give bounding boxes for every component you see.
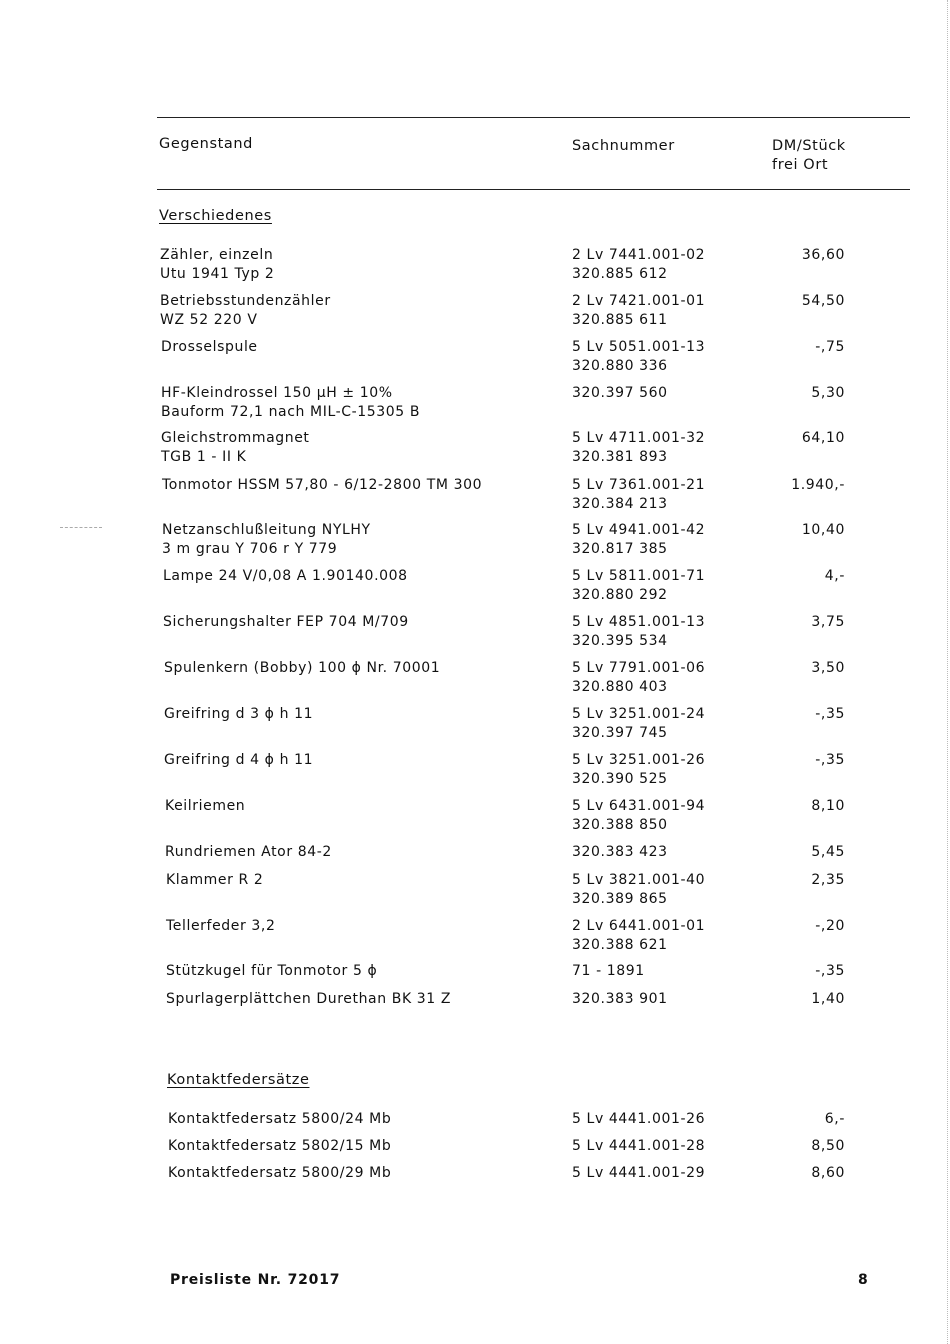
- part-number: [572, 751, 705, 788]
- item-line: Greifring d 3 ϕ h 11: [164, 706, 314, 722]
- item-description: [164, 659, 440, 678]
- header-col-price: [772, 137, 846, 175]
- header-col-number: Sachnummer: [572, 138, 675, 154]
- part-number-line: 5 Lv 3251.001-24: [572, 706, 706, 722]
- part-number-line: 320.389 865: [572, 890, 668, 907]
- part-number-line: 320.381 893: [572, 448, 668, 465]
- item-line: Spurlagerplättchen Durethan BK 31 Z: [166, 991, 452, 1007]
- item-description: [168, 1137, 391, 1156]
- part-number-line: 320.395 534: [572, 632, 668, 649]
- part-number-line: 5 Lv 5051.001-13: [572, 339, 706, 355]
- item-line: Rundriemen Ator 84-2: [165, 844, 332, 860]
- item-description: [163, 567, 408, 586]
- page-number: 8: [858, 1272, 869, 1288]
- part-number-line: 5 Lv 3821.001-40: [572, 872, 706, 888]
- part-number-line: 320.383 901: [572, 991, 668, 1007]
- item-description: [160, 292, 331, 329]
- item-line: HF-Kleindrossel 150 µH ± 10%: [161, 385, 393, 401]
- part-number-line: 2 Lv 6441.001-01: [572, 918, 706, 934]
- part-number: [572, 521, 705, 558]
- item-description: [164, 751, 313, 770]
- part-number-line: 5 Lv 4441.001-28: [572, 1138, 706, 1154]
- part-number: [572, 292, 705, 329]
- item-description: [166, 917, 275, 936]
- section-title-kontaktfedersaetze: Kontaktfedersätze: [167, 1072, 310, 1088]
- part-number: [572, 476, 705, 513]
- part-number: [572, 429, 705, 466]
- item-description: [166, 962, 377, 981]
- item-line: Gleichstrommagnet: [161, 430, 310, 446]
- part-number-line: 320.880 292: [572, 586, 668, 603]
- item-line: Lampe 24 V/0,08 A 1.90140.008: [163, 568, 408, 584]
- item-description: [166, 990, 451, 1009]
- item-line: Netzanschlußleitung NYLHY: [162, 522, 371, 538]
- part-number: [572, 990, 668, 1009]
- item-line: Stützkugel für Tonmotor 5 ϕ: [166, 963, 378, 979]
- part-number: [572, 917, 705, 954]
- part-number: [572, 659, 705, 696]
- part-number-line: 5 Lv 7791.001-06: [572, 660, 706, 676]
- part-number: [572, 962, 645, 981]
- unit-price: -,35: [815, 706, 845, 722]
- scan-artifact: [60, 527, 102, 528]
- part-number-line: 5 Lv 7361.001-21: [572, 477, 706, 493]
- part-number-line: 320.397 745: [572, 724, 668, 741]
- item-line: Bauform 72,1 nach MIL-C-15305 B: [161, 403, 421, 420]
- unit-price: 1.940,-: [791, 477, 845, 493]
- item-description: [165, 797, 245, 816]
- part-number-line: 71 - 1891: [572, 963, 645, 979]
- item-line: WZ 52 220 V: [160, 311, 258, 328]
- part-number: [572, 1110, 705, 1129]
- part-number: [572, 705, 705, 742]
- item-description: [168, 1164, 391, 1183]
- item-line: Kontaktfedersatz 5800/24 Mb: [168, 1111, 392, 1127]
- unit-price: 5,45: [811, 844, 845, 860]
- part-number-line: 320.880 403: [572, 678, 668, 695]
- part-number-line: 320.390 525: [572, 770, 668, 787]
- item-line: Tellerfeder 3,2: [166, 918, 276, 934]
- item-description: [166, 871, 263, 890]
- item-line: Drosselspule: [161, 339, 258, 355]
- unit-price: -,75: [815, 339, 845, 355]
- part-number-line: 5 Lv 4941.001-42: [572, 522, 706, 538]
- part-number: [572, 613, 705, 650]
- unit-price: 54,50: [801, 293, 845, 309]
- item-line: Kontaktfedersatz 5802/15 Mb: [168, 1138, 392, 1154]
- unit-price: -,35: [815, 752, 845, 768]
- item-line: Betriebsstundenzähler: [160, 293, 331, 309]
- item-line: Klammer R 2: [166, 872, 264, 888]
- unit-price: 8,10: [811, 798, 845, 814]
- item-line: Zähler, einzeln: [160, 247, 274, 263]
- item-description: [161, 338, 258, 357]
- part-number-line: 5 Lv 6431.001-94: [572, 798, 706, 814]
- item-line: Utu 1941 Typ 2: [160, 265, 275, 282]
- part-number: [572, 338, 705, 375]
- part-number-line: 5 Lv 5811.001-71: [572, 568, 706, 584]
- item-line: 3 m grau Y 706 r Y 779: [162, 540, 338, 557]
- scan-edge-line: [947, 0, 948, 1344]
- item-line: TGB 1 - II K: [161, 448, 247, 465]
- unit-price: -,35: [815, 963, 845, 979]
- part-number-line: 320.388 621: [572, 936, 668, 953]
- unit-price: 64,10: [801, 430, 845, 446]
- part-number-line: 5 Lv 4711.001-32: [572, 430, 706, 446]
- item-description: [161, 429, 310, 466]
- unit-price: 8,50: [811, 1138, 845, 1154]
- part-number-line: 320.384 213: [572, 495, 668, 512]
- part-number: [572, 843, 668, 862]
- item-line: Greifring d 4 ϕ h 11: [164, 752, 314, 768]
- unit-price: 10,40: [801, 522, 845, 538]
- part-number-line: 320.885 611: [572, 311, 668, 328]
- item-description: [164, 705, 313, 724]
- item-description: [162, 521, 371, 558]
- header-top-rule: [157, 117, 910, 118]
- part-number-line: 5 Lv 3251.001-26: [572, 752, 706, 768]
- item-line: Spulenkern (Bobby) 100 ϕ Nr. 70001: [164, 660, 441, 676]
- unit-price: 5,30: [811, 385, 845, 401]
- unit-price: 8,60: [811, 1165, 845, 1181]
- part-number: [572, 567, 705, 604]
- header-col-item: Gegenstand: [159, 136, 253, 152]
- unit-price: 2,35: [811, 872, 845, 888]
- part-number-line: 320.885 612: [572, 265, 668, 282]
- unit-price: -,20: [815, 918, 845, 934]
- part-number: [572, 871, 705, 908]
- part-number: [572, 1164, 705, 1183]
- unit-price: 1,40: [811, 991, 845, 1007]
- item-description: [162, 476, 482, 495]
- item-line: Sicherungshalter FEP 704 M/709: [163, 614, 409, 630]
- item-description: [163, 613, 409, 632]
- unit-price: 3,50: [811, 660, 845, 676]
- document-title: Preisliste Nr. 72017: [170, 1272, 341, 1288]
- part-number-line: 320.388 850: [572, 816, 668, 833]
- item-description: [161, 384, 420, 421]
- part-number-line: 320.397 560: [572, 385, 668, 401]
- item-line: Kontaktfedersatz 5800/29 Mb: [168, 1165, 392, 1181]
- part-number-line: 320.817 385: [572, 540, 668, 557]
- part-number: [572, 246, 705, 283]
- item-line: Tonmotor HSSM 57,80 - 6/12-2800 TM 300: [162, 477, 483, 493]
- part-number-line: 320.383 423: [572, 844, 668, 860]
- unit-price: 6,-: [824, 1111, 845, 1127]
- unit-price: 36,60: [801, 247, 845, 263]
- part-number: [572, 384, 668, 403]
- unit-price: 3,75: [811, 614, 845, 630]
- item-description: [160, 246, 274, 283]
- part-number-line: 5 Lv 4441.001-26: [572, 1111, 706, 1127]
- part-number-line: 5 Lv 4851.001-13: [572, 614, 706, 630]
- header-col-price-line2: frei Ort: [772, 157, 829, 173]
- part-number-line: 5 Lv 4441.001-29: [572, 1165, 706, 1181]
- part-number-line: 320.880 336: [572, 357, 668, 374]
- item-description: [165, 843, 332, 862]
- item-line: Keilriemen: [165, 798, 246, 814]
- part-number-line: 2 Lv 7441.001-02: [572, 247, 706, 263]
- part-number-line: 2 Lv 7421.001-01: [572, 293, 706, 309]
- part-number: [572, 797, 705, 834]
- section-title-verschiedenes: Verschiedenes: [159, 208, 272, 224]
- unit-price: 4,-: [824, 568, 845, 584]
- header-col-price-line1: DM/Stück: [772, 138, 846, 154]
- part-number: [572, 1137, 705, 1156]
- item-description: [168, 1110, 391, 1129]
- header-bottom-rule: [157, 189, 910, 190]
